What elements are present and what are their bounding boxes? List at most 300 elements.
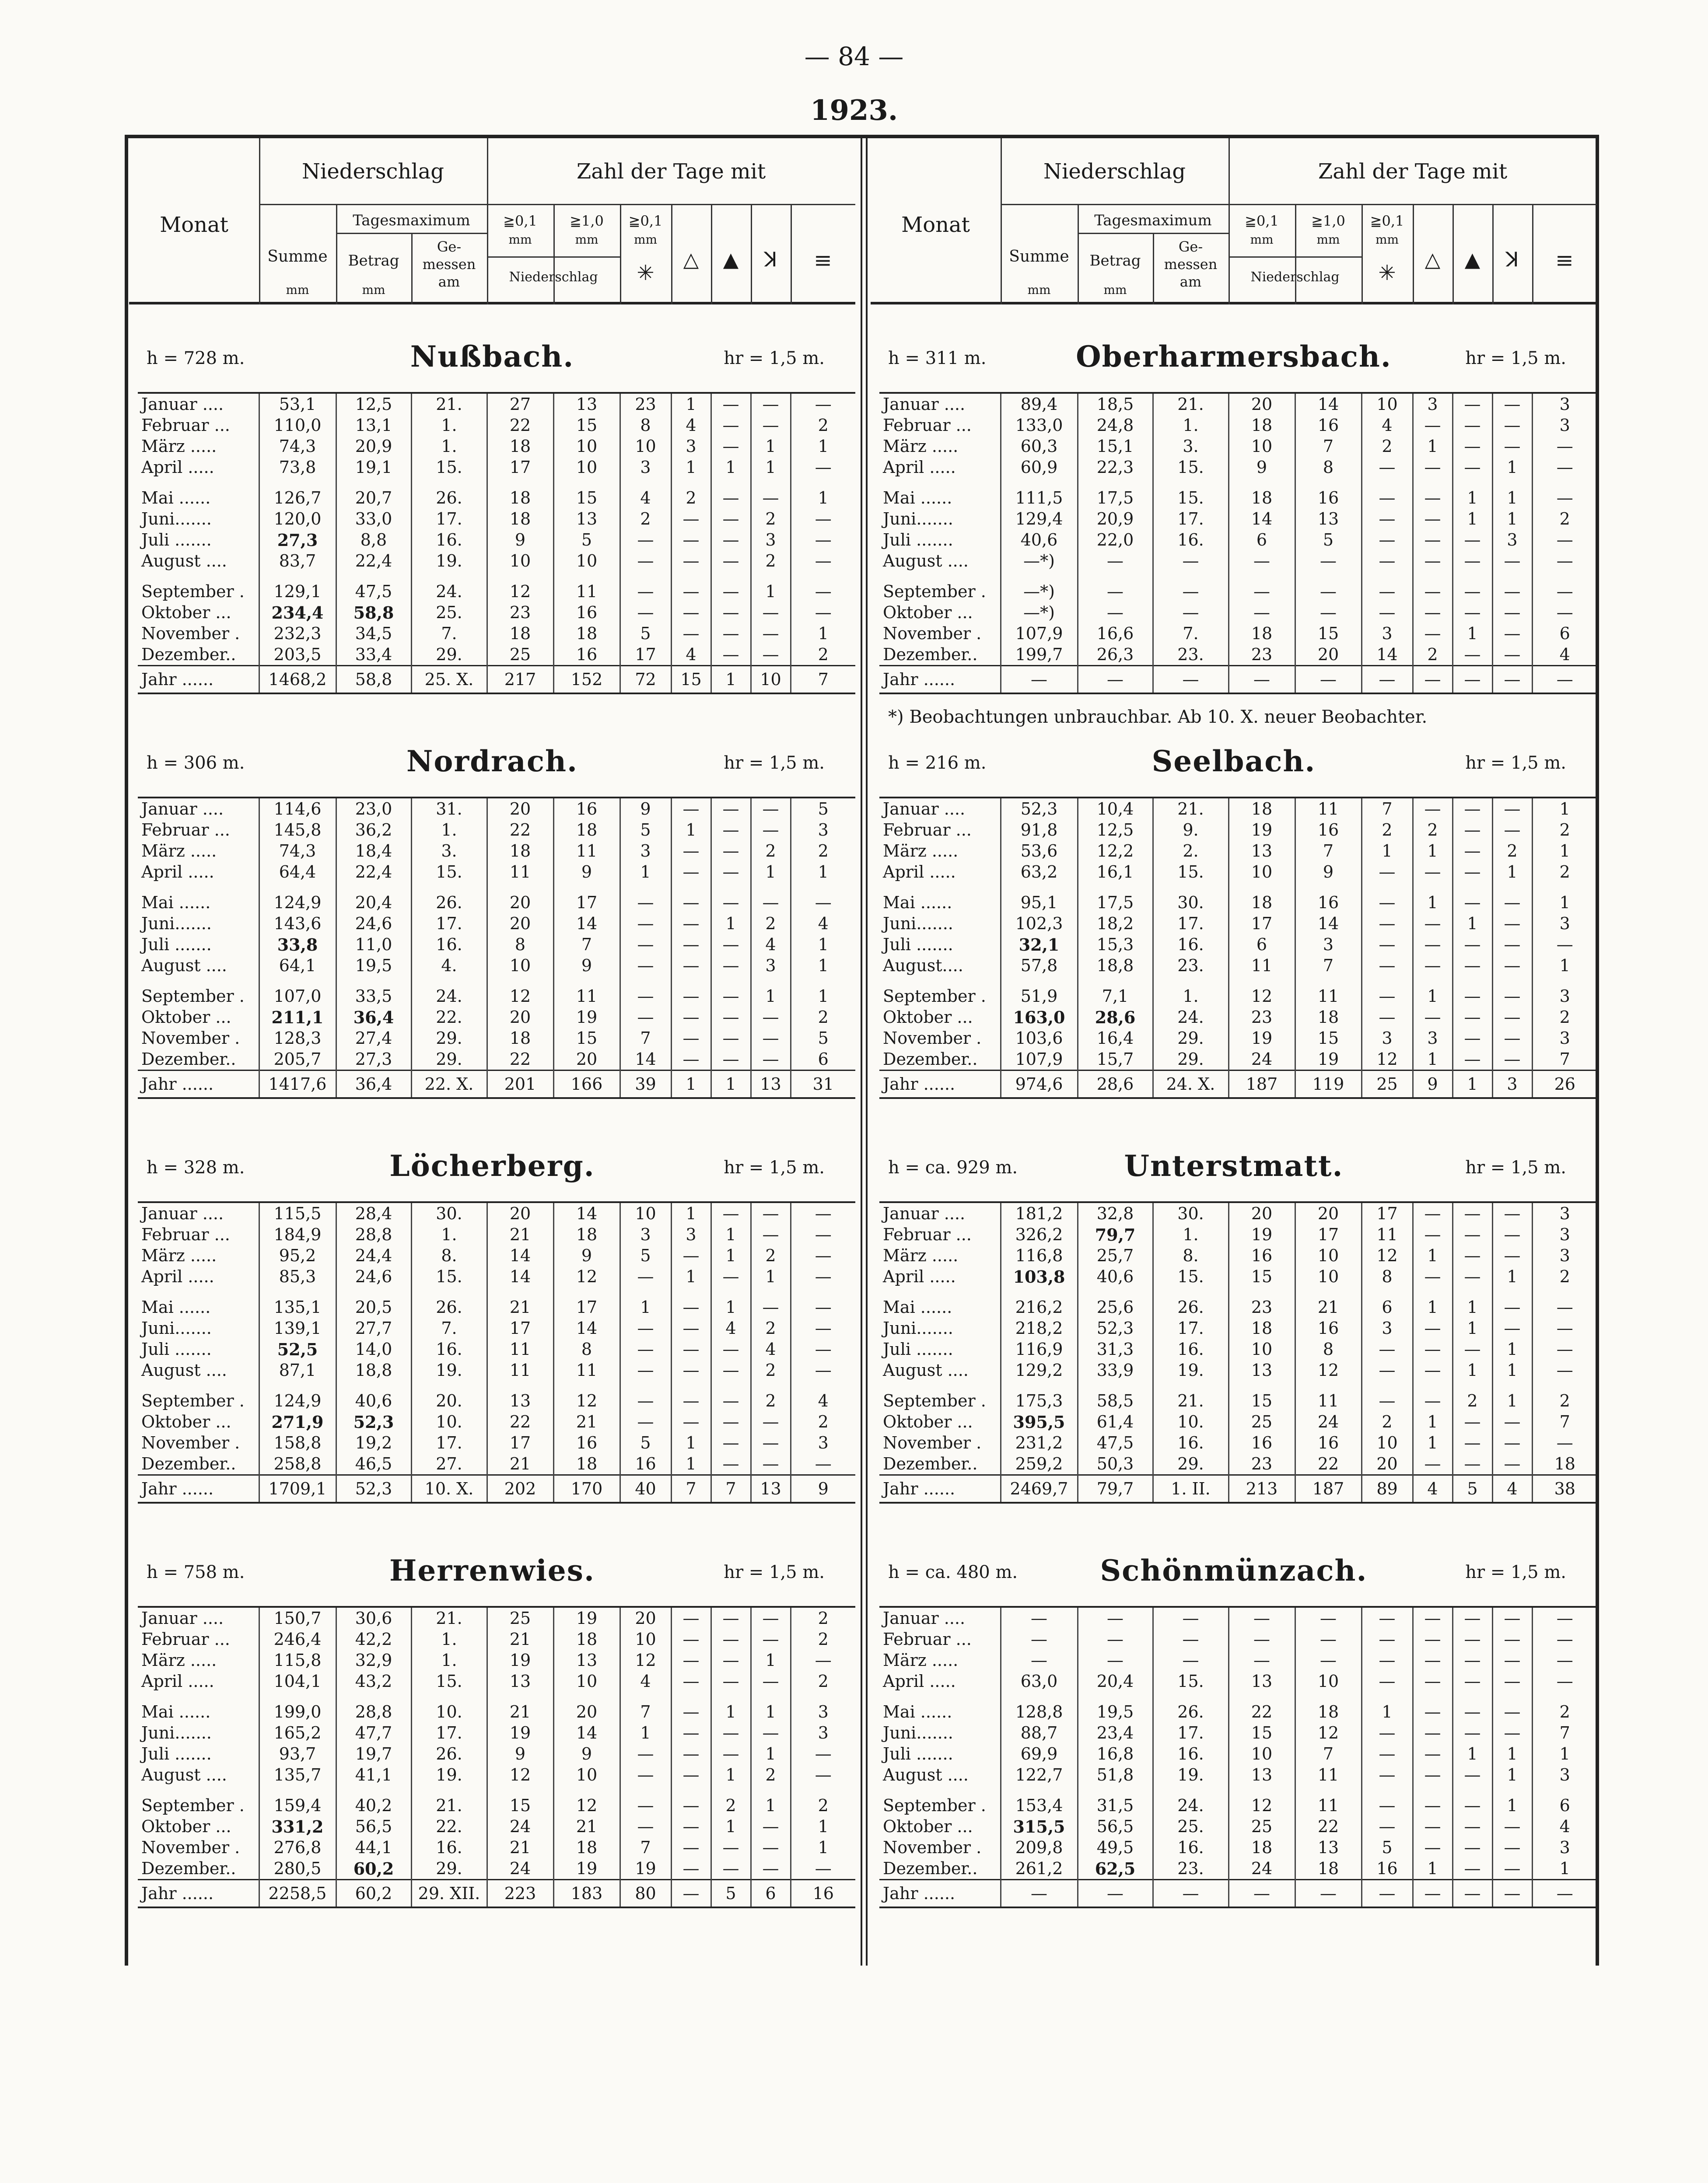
- value-cell: 15.: [1153, 861, 1228, 882]
- value-cell: 24,6: [336, 1266, 411, 1287]
- value-cell: 3.: [1153, 436, 1228, 457]
- value-cell: 16,1: [1078, 861, 1153, 882]
- month-cell: März .....: [138, 436, 259, 457]
- hail-icon: △: [683, 248, 699, 271]
- value-cell: 2: [1362, 819, 1413, 840]
- month-cell: Mai ......: [138, 1287, 259, 1318]
- right-half: [871, 138, 1597, 1963]
- value-cell: —: [1492, 1650, 1532, 1671]
- value-cell: 7: [553, 934, 620, 955]
- value-cell: [259, 1007, 336, 1028]
- value-cell: 2258,5: [259, 1880, 336, 1908]
- value-cell: 2: [818, 1672, 829, 1691]
- value-cell: —: [1452, 1816, 1492, 1837]
- value-cell: 203,5: [259, 644, 336, 666]
- thunder-icon: ꓘ: [764, 248, 777, 271]
- value-cell: 19.: [1153, 1360, 1228, 1381]
- value-cell: 1: [711, 1224, 751, 1245]
- value-cell: 5: [553, 529, 620, 550]
- value-cell: —: [1078, 666, 1153, 694]
- value-cell: 22: [1228, 1692, 1295, 1722]
- value-cell: 2: [1559, 1267, 1570, 1286]
- value-cell: 14: [553, 1318, 620, 1339]
- value-cell: 33,4: [336, 644, 411, 666]
- value-cell: 4: [1362, 415, 1413, 436]
- table-row: [138, 1007, 855, 1028]
- value-cell: 21: [487, 1287, 553, 1318]
- month-cell: Oktober ...: [138, 1411, 259, 1432]
- month-cell: August ....: [138, 955, 259, 976]
- value-cell: —: [1492, 976, 1532, 1007]
- value-cell: —: [1492, 602, 1532, 623]
- station-height: h = 216 m.: [888, 753, 987, 773]
- value-cell: 19: [1295, 1049, 1362, 1071]
- value-cell: 1: [1492, 1360, 1532, 1381]
- value-cell: —: [1452, 1007, 1492, 1028]
- value-cell: [259, 934, 336, 955]
- month-cell: Dezember..: [138, 1049, 259, 1071]
- value-cell: —: [620, 955, 671, 976]
- value-cell: 19: [487, 1722, 553, 1743]
- value-cell: 1: [751, 1785, 791, 1816]
- value-cell: —: [1413, 1007, 1452, 1028]
- value-cell: 22,0: [1078, 529, 1153, 550]
- table-row: [879, 1629, 1597, 1650]
- value-cell: 1: [1492, 1764, 1532, 1785]
- year-total-row: [879, 1880, 1597, 1908]
- value-cell: 17: [487, 1318, 553, 1339]
- month-cell: August ....: [138, 1764, 259, 1785]
- table-row: [138, 550, 855, 571]
- value-cell: 19: [1228, 1224, 1295, 1245]
- value-cell: 16.: [1153, 1837, 1228, 1858]
- value-cell: —: [1413, 798, 1452, 819]
- value-cell: —: [751, 1629, 791, 1650]
- value-cell: 18: [487, 1028, 553, 1049]
- value-cell: 18: [1228, 415, 1295, 436]
- value-cell: —: [620, 934, 671, 955]
- value-cell: —: [1452, 644, 1492, 666]
- table-row: [138, 1049, 855, 1071]
- value-cell: 4: [671, 415, 711, 436]
- value-cell: 16: [553, 602, 620, 623]
- fog-icon: ≡: [1555, 248, 1574, 273]
- value-cell: 31,5: [1078, 1785, 1153, 1816]
- station-footnote: *) Beobachtungen unbrauchbar. Ab 10. X. neuer Beobachter.: [888, 707, 1428, 727]
- value-cell: 26,3: [1078, 644, 1153, 666]
- value-cell: —: [620, 1318, 671, 1339]
- value-cell: —: [671, 1671, 711, 1692]
- value-cell: 20: [1295, 1202, 1362, 1224]
- value-cell: 64,1: [259, 955, 336, 976]
- value-cell: —: [1452, 1764, 1492, 1785]
- value-cell: 2.: [1153, 840, 1228, 861]
- value-cell: —: [1362, 955, 1413, 976]
- value-cell: 20,7: [336, 478, 411, 508]
- value-cell: [259, 602, 336, 623]
- value-cell: 1: [1413, 1245, 1452, 1266]
- value-cell: —: [751, 602, 791, 623]
- value-cell: 3: [1362, 1318, 1413, 1339]
- value-cell: 261,2: [1001, 1858, 1078, 1880]
- value-cell: 104,1: [259, 1671, 336, 1692]
- value-cell: —: [1556, 1340, 1573, 1359]
- value-cell: 38: [1532, 1475, 1597, 1503]
- value-cell: 93,7: [259, 1743, 336, 1764]
- month-cell: Mai ......: [879, 1287, 1001, 1318]
- value-cell: —: [671, 1028, 711, 1049]
- table-row: [879, 1360, 1597, 1381]
- table-row: [879, 1837, 1597, 1858]
- table-row: [879, 1266, 1597, 1287]
- month-cell: April .....: [138, 861, 259, 882]
- value-cell: 2: [818, 1609, 829, 1628]
- value-cell: —: [1492, 819, 1532, 840]
- value-cell: —: [671, 1764, 711, 1785]
- value-cell: 5: [620, 623, 671, 644]
- value-cell: —: [1362, 666, 1413, 694]
- bold-value: 27,3: [277, 530, 318, 550]
- table-row: [138, 840, 855, 861]
- year-heading: 1923.: [810, 94, 898, 127]
- value-cell: 30.: [411, 1202, 487, 1224]
- station-instrument-height: hr = 1,5 m.: [1465, 1562, 1566, 1582]
- value-cell: 9: [553, 861, 620, 882]
- value-cell: 175,3: [1001, 1381, 1078, 1411]
- value-cell: 16.: [1153, 1339, 1228, 1360]
- bold-value: 395,5: [1013, 1412, 1065, 1432]
- value-cell: —: [1413, 1607, 1452, 1629]
- table-row: [138, 1785, 855, 1816]
- value-cell: 10: [751, 666, 791, 694]
- value-cell: —: [1001, 666, 1078, 694]
- value-cell: —: [1452, 1432, 1492, 1453]
- value-cell: 3: [751, 529, 791, 550]
- value-cell: 6: [1559, 624, 1570, 643]
- month-cell: Februar ...: [138, 415, 259, 436]
- value-cell: —: [671, 529, 711, 550]
- value-cell: 52,3: [1001, 798, 1078, 819]
- value-cell: 1: [711, 1071, 751, 1098]
- value-cell: 20: [553, 1049, 620, 1071]
- value-cell: —: [1413, 1266, 1452, 1287]
- value-cell: 10: [1295, 1266, 1362, 1287]
- value-cell: —: [1413, 666, 1452, 694]
- value-cell: 31.: [411, 798, 487, 819]
- tagesmaximum-header: Tagesmaximum: [353, 212, 470, 229]
- table-row: [138, 457, 855, 478]
- value-cell: —: [1452, 1650, 1492, 1671]
- value-cell: —: [1078, 1880, 1153, 1908]
- value-cell: [1001, 1816, 1078, 1837]
- value-cell: —: [1295, 1650, 1362, 1671]
- value-cell: 63,2: [1001, 861, 1078, 882]
- value-cell: —: [1362, 1381, 1413, 1411]
- value-cell: —: [1492, 1722, 1532, 1743]
- value-cell: 166: [553, 1071, 620, 1098]
- value-cell: —: [620, 529, 671, 550]
- value-cell: 40,6: [1078, 1266, 1153, 1287]
- value-cell: 87,1: [259, 1360, 336, 1381]
- value-cell: 22,4: [336, 550, 411, 571]
- value-cell: —: [1492, 1224, 1532, 1245]
- value-cell: 9.: [1153, 819, 1228, 840]
- value-cell: 1: [671, 1266, 711, 1287]
- value-cell: 33,0: [336, 508, 411, 529]
- value-cell: 1: [1559, 1859, 1570, 1878]
- value-cell: —: [711, 1202, 751, 1224]
- value-cell: 16,4: [1078, 1028, 1153, 1049]
- value-cell: 10: [1362, 1432, 1413, 1453]
- value-cell: —: [671, 1837, 711, 1858]
- value-cell: —: [1452, 602, 1492, 623]
- month-cell: Juli .......: [138, 934, 259, 955]
- value-cell: 22,4: [336, 861, 411, 882]
- value-cell: —: [1452, 529, 1492, 550]
- table-row: [879, 1650, 1597, 1671]
- value-cell: —: [1452, 1224, 1492, 1245]
- value-cell: 19,2: [336, 1432, 411, 1453]
- table-row: [879, 1743, 1597, 1764]
- value-cell: 10: [1228, 861, 1295, 882]
- value-cell: 4: [751, 934, 791, 955]
- table-row: [879, 1049, 1597, 1071]
- value-cell: 1: [1413, 1411, 1452, 1432]
- value-cell: 12,5: [336, 393, 411, 415]
- value-cell: —: [1492, 644, 1532, 666]
- value-cell: 39: [620, 1071, 671, 1098]
- value-cell: —: [1295, 666, 1362, 694]
- value-cell: 1: [1413, 436, 1452, 457]
- value-cell: 129,4: [1001, 508, 1078, 529]
- value-cell: 10: [620, 1629, 671, 1650]
- value-cell: 129,1: [259, 571, 336, 602]
- value-cell: 9: [487, 529, 553, 550]
- value-cell: 24,8: [1078, 415, 1153, 436]
- value-cell: 16: [1295, 819, 1362, 840]
- betrag-header: Betrag: [348, 252, 399, 269]
- table-row: [138, 913, 855, 934]
- value-cell: 30.: [1153, 882, 1228, 913]
- value-cell: 16: [620, 1453, 671, 1475]
- value-cell: —: [1362, 1629, 1413, 1650]
- value-cell: —: [1362, 1722, 1413, 1743]
- value-cell: —: [1452, 955, 1492, 976]
- value-cell: —: [1413, 955, 1452, 976]
- table-row: [879, 508, 1597, 529]
- value-cell: 3: [1559, 416, 1570, 435]
- value-cell: 23: [1228, 1453, 1295, 1475]
- value-cell: —: [620, 1339, 671, 1360]
- value-cell: 24: [1228, 1049, 1295, 1071]
- table-row: [138, 1816, 855, 1837]
- value-cell: 3: [1559, 1838, 1570, 1857]
- value-cell: 1: [751, 861, 791, 882]
- value-cell: —: [1362, 602, 1413, 623]
- value-cell: —: [1492, 1692, 1532, 1722]
- value-cell: —: [1413, 550, 1452, 571]
- month-cell: Juli .......: [138, 1339, 259, 1360]
- value-cell: —: [815, 1298, 832, 1317]
- value-cell: 22: [487, 819, 553, 840]
- value-cell: —: [1492, 666, 1532, 694]
- value-cell: 25: [1228, 1411, 1295, 1432]
- value-cell: 11: [553, 571, 620, 602]
- month-cell: Februar ...: [879, 415, 1001, 436]
- table-row: [138, 623, 855, 644]
- value-cell: —: [1413, 1202, 1452, 1224]
- value-cell: 1: [1452, 1071, 1492, 1098]
- value-cell: —: [1452, 1453, 1492, 1475]
- table-row: [138, 1858, 855, 1880]
- value-cell: 63,0: [1001, 1671, 1078, 1692]
- value-cell: —: [751, 623, 791, 644]
- value-cell: 4: [620, 478, 671, 508]
- value-cell: 3: [1413, 393, 1452, 415]
- value-cell: —: [1492, 913, 1532, 934]
- value-cell: 2: [818, 841, 829, 861]
- summe-header: Summe: [1009, 248, 1069, 266]
- month-cell: Januar ....: [879, 1607, 1001, 1629]
- value-cell: 110,0: [259, 415, 336, 436]
- value-cell: 21: [487, 1453, 553, 1475]
- value-cell: 43,2: [336, 1671, 411, 1692]
- value-cell: —*): [1001, 550, 1078, 571]
- value-cell: 1.: [1153, 1224, 1228, 1245]
- month-cell: Jahr ......: [138, 1475, 259, 1503]
- value-cell: 8: [1362, 1266, 1413, 1287]
- value-cell: —: [620, 1266, 671, 1287]
- value-cell: —: [1452, 1722, 1492, 1743]
- value-cell: [259, 529, 336, 550]
- value-cell: 17: [1362, 1202, 1413, 1224]
- month-cell: Dezember..: [879, 1453, 1001, 1475]
- value-cell: —: [671, 861, 711, 882]
- value-cell: —: [1001, 1629, 1078, 1650]
- value-cell: 1.: [411, 1650, 487, 1671]
- value-cell: —: [1078, 1607, 1153, 1629]
- value-cell: —: [1452, 415, 1492, 436]
- value-cell: 2: [620, 508, 671, 529]
- value-cell: 13: [751, 1071, 791, 1098]
- value-cell: 7: [620, 1692, 671, 1722]
- value-cell: —: [815, 509, 832, 528]
- value-cell: 24: [487, 1858, 553, 1880]
- value-cell: —: [751, 798, 791, 819]
- value-cell: 21: [1295, 1287, 1362, 1318]
- value-cell: —: [1413, 623, 1452, 644]
- value-cell: —: [1556, 582, 1573, 601]
- value-cell: —: [751, 1202, 791, 1224]
- value-cell: —: [1362, 1816, 1413, 1837]
- value-cell: —: [1413, 1837, 1452, 1858]
- zahl-header: Zahl der Tage mit: [576, 159, 766, 184]
- value-cell: —: [815, 1361, 832, 1380]
- value-cell: 2: [818, 1412, 829, 1431]
- value-cell: 9: [1228, 457, 1295, 478]
- value-cell: 20,9: [336, 436, 411, 457]
- value-cell: 217: [487, 666, 553, 694]
- month-cell: Oktober ...: [879, 1816, 1001, 1837]
- value-cell: 15,7: [1078, 1049, 1153, 1071]
- value-cell: 1: [671, 1071, 711, 1098]
- value-cell: 3: [671, 436, 711, 457]
- value-cell: —: [671, 913, 711, 934]
- value-cell: —: [751, 1816, 791, 1837]
- value-cell: 12: [487, 976, 553, 1007]
- value-cell: —: [711, 550, 751, 571]
- value-cell: —: [671, 1360, 711, 1381]
- month-cell: April .....: [138, 1671, 259, 1692]
- value-cell: 13: [1228, 1360, 1295, 1381]
- value-cell: 3: [620, 840, 671, 861]
- month-cell: Mai ......: [879, 882, 1001, 913]
- value-cell: 30,6: [336, 1607, 411, 1629]
- value-cell: 2: [1413, 819, 1452, 840]
- value-cell: 17.: [1153, 1318, 1228, 1339]
- value-cell: —: [1556, 1319, 1573, 1338]
- value-cell: 1: [751, 1692, 791, 1722]
- value-cell: 2: [1559, 820, 1570, 840]
- value-cell: —: [1492, 1318, 1532, 1339]
- value-cell: 10,4: [1078, 798, 1153, 819]
- value-cell: 12: [1228, 1785, 1295, 1816]
- value-cell: 13: [1228, 1671, 1295, 1692]
- value-cell: 21.: [411, 1785, 487, 1816]
- table-row: [138, 1224, 855, 1245]
- month-cell: Juli .......: [879, 1743, 1001, 1764]
- value-cell: 2: [751, 1245, 791, 1266]
- value-cell: —: [1492, 1202, 1532, 1224]
- value-cell: —: [1413, 861, 1452, 882]
- value-cell: —: [671, 955, 711, 976]
- value-cell: 28,4: [336, 1202, 411, 1224]
- value-cell: 25: [487, 1607, 553, 1629]
- value-cell: —: [1532, 1880, 1597, 1908]
- value-cell: 1.: [411, 819, 487, 840]
- value-cell: —: [1452, 1671, 1492, 1692]
- value-cell: —: [751, 1432, 791, 1453]
- value-cell: 24. X.: [1153, 1071, 1228, 1098]
- value-cell: 1: [1559, 799, 1570, 819]
- month-cell: Juni.......: [879, 1318, 1001, 1339]
- value-cell: —: [815, 395, 832, 414]
- value-cell: —: [1362, 1671, 1413, 1692]
- table-row: [879, 1858, 1597, 1880]
- table-row: [138, 1381, 855, 1411]
- value-cell: 2469,7: [1001, 1475, 1078, 1503]
- value-cell: 1: [711, 1287, 751, 1318]
- value-cell: 6: [1228, 934, 1295, 955]
- value-cell: 6: [1228, 529, 1295, 550]
- value-cell: —: [620, 1785, 671, 1816]
- value-cell: —: [671, 1339, 711, 1360]
- month-cell: Juni.......: [138, 1722, 259, 1743]
- bold-value: 103,8: [1013, 1266, 1065, 1287]
- value-cell: 1: [671, 1453, 711, 1475]
- station-name: Oberharmersbach.: [1076, 339, 1392, 374]
- value-cell: —: [1492, 1629, 1532, 1650]
- table-row: [879, 436, 1597, 457]
- month-cell: November .: [879, 1028, 1001, 1049]
- month-cell: Jahr ......: [138, 1071, 259, 1098]
- value-cell: 22,3: [1078, 457, 1153, 478]
- value-cell: 8: [553, 1339, 620, 1360]
- value-cell: 1: [671, 1432, 711, 1453]
- value-cell: 7: [620, 1028, 671, 1049]
- value-cell: 5: [1295, 529, 1362, 550]
- value-cell: 10: [553, 457, 620, 478]
